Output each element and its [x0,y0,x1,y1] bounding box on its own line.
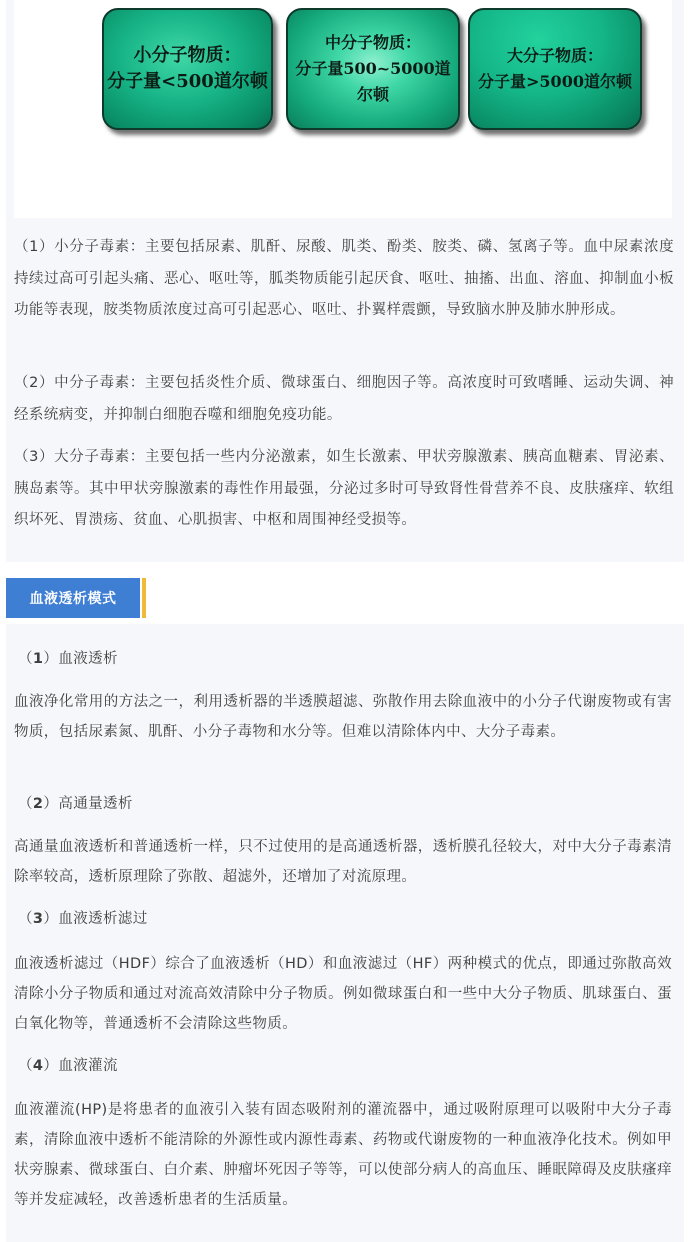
section-header [0,578,690,618]
molecule-size-figure [14,0,672,218]
small-molecule-title: 小分子物质： [133,45,242,66]
section-accent-bar [142,578,146,618]
mode-3-title: （3）血液透析滤过 [18,911,148,927]
mode-4-body: 血液灌流(HP)是将患者的血液引入装有固态吸附剂的灌流器中，通过吸附原理可以吸附中大分子毒素，清除血液中透析不能清除的外源性或内源性毒素、药物或代谢废物的一种血液净化技术。例如甲状旁腺素、微球蛋白、白介素、肿瘤坏死因子等等，可以使部分病人的高血压、睡眠障碍及皮肤瘙痒等并发症减轻，改善透析患者的生活质量。 [14,1102,672,1208]
medium-molecule-weight: 分子量500~5000道尔顿 [295,59,451,104]
large-molecule-weight: 分子量>5000道尔顿 [478,72,632,91]
mode-3-body: 血液透析滤过（HDF）综合了血液透析（HD）和血液滤过（HF）两种模式的优点，即通过弥散高效清除小分子物质和通过对流高效清除中分子物质。例如微球蛋白和一些中大分子物质、肌球蛋白、蛋白氧化物等，普通透析不会清除这些物质。 [14,956,672,1032]
small-molecule-box [102,8,273,130]
medium-toxin-paragraph: （2）中分子毒素：主要包括炎性介质、微球蛋白、细胞因子等。高浓度时可致嗜睡、运动失调、神经系统病变，并抑制白细胞吞噬和细胞免疫功能。 [14,375,674,423]
section-title: 血液透析模式 [6,578,140,618]
mode-2-body: 高通量血液透析和普通透析一样，只不过使用的是高通透析器，透析膜孔径较大，对中大分子毒素清除率较高，透析原理除了弥散、超滤外，还增加了对流原理。 [14,839,672,885]
small-toxin-paragraph: （1）小分子毒素：主要包括尿素、肌酐、尿酸、肌类、酚类、胺类、磷、氢离子等。血中尿素浓度持续过高可引起头痛、恶心、呕吐等，胍类物质能引起厌食、呕吐、抽搐、出血、溶血、抑制血小板功能等表现，胺类物质浓度过高可引起恶心、呕吐、扑翼样震颤，导致脑水肿及肺水肿形成。 [14,239,674,318]
small-molecule-weight: 分子量<500道尔顿 [107,71,268,92]
mode-1-body: 血液净化常用的方法之一，利用透析器的半透膜超滤、弥散作用去除血液中的小分子代谢废物或有害物质，包括尿素氮、肌酐、小分子毒物和水分等。但难以清除体内中、大分子毒素。 [14,694,672,740]
mode-4-title: （4）血液灌流 [18,1058,118,1074]
medium-molecule-box [286,8,460,130]
medium-molecule-title: 中分子物质： [324,33,421,52]
large-molecule-box [468,8,642,130]
large-toxin-paragraph: （3）大分子毒素：主要包括一些内分泌激素，如生长激素、甲状旁腺激素、胰高血糖素、胃泌素、胰岛素等。其中甲状旁腺激素的毒性作用最强，分泌过多时可导致肾性骨营养不良、皮肤瘙痒、软组织坏死、胃溃疡、贫血、心肌损害、中枢和周围神经受损等。 [14,449,674,528]
mode-1-title: （1）血液透析 [18,651,118,667]
large-molecule-title: 大分子物质： [506,46,603,65]
mode-2-title: （2）高通量透析 [18,796,133,812]
